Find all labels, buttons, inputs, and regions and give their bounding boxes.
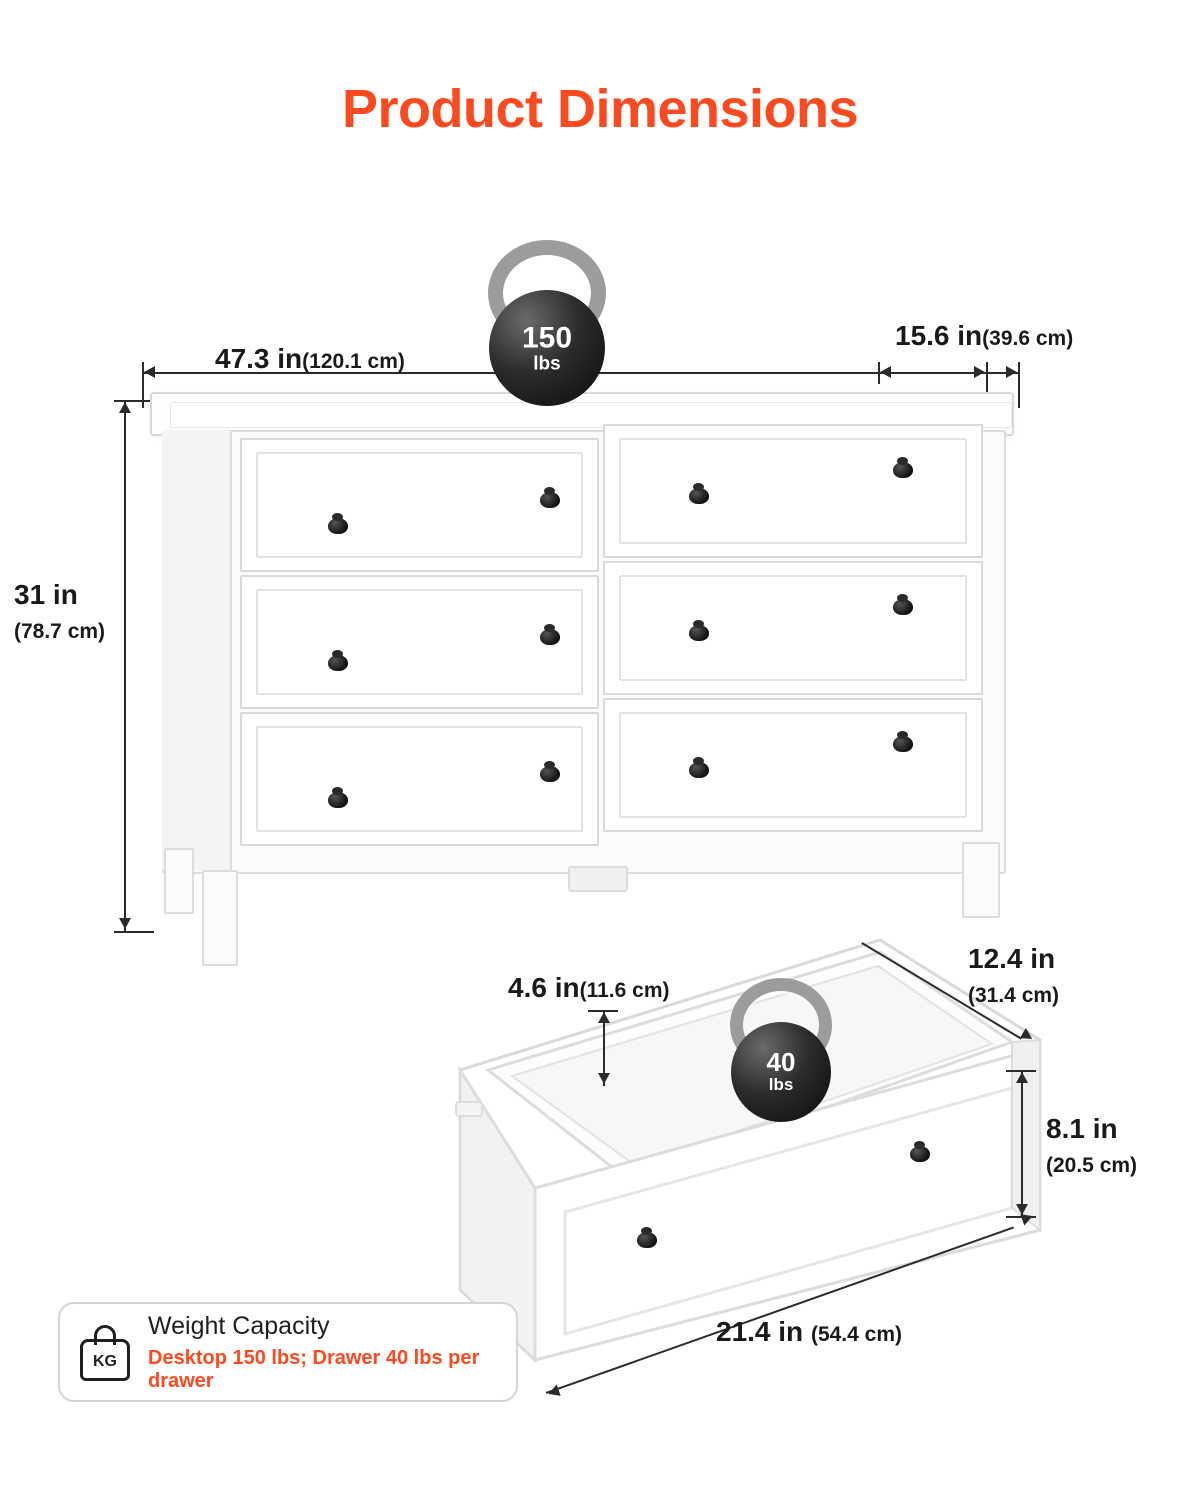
drawer-knob-icon[interactable] [689,625,709,641]
drawer-knob-icon[interactable] [893,736,913,752]
drawer-knob-icon[interactable] [328,518,348,534]
kg-icon-label: KG [93,1353,117,1370]
drawer-front-top-left[interactable] [240,438,599,572]
kettlebell-weight-label [731,1046,831,1095]
drawer-height-label [1046,1112,1137,1179]
drawer-knob-icon[interactable] [540,766,560,782]
page-title: Product Dimensions [341,79,859,139]
drawer-front-middle-left[interactable] [240,575,599,709]
drawer-panel-inset [619,712,967,818]
drawer-front-top-right[interactable] [603,424,983,558]
drawer-panel-inset [256,452,583,558]
dresser-height-metric: (78.7 cm) [14,619,106,643]
kettlebell-ball [489,290,605,406]
weight-capacity-title: Weight Capacity [148,1311,330,1340]
dresser-height-arrow-down [119,918,131,929]
kettlebell-40-illustration [726,978,836,1123]
drawer-panel-inset [256,726,583,832]
dresser-width-imperial: 47.3 in [215,343,303,374]
dresser-depth-imperial: 15.6 in [895,320,983,351]
drawer-knob-icon[interactable] [637,1232,657,1248]
drawer-width-metric: (54.4 cm) [810,1323,902,1346]
drawer-width-imperial: 21.4 in [716,1316,804,1347]
dresser-center-foot [568,866,628,892]
drawer-interior-height-metric: (11.6 cm) [579,979,670,1002]
drawer-knob-icon[interactable] [893,462,913,478]
drawer-depth-imperial: 12.4 in [968,943,1056,974]
kg-weight-icon [78,1323,132,1381]
dresser-height-line [124,400,126,932]
drawer-height-arrow-up [1016,1072,1028,1083]
dresser-depth-metric: (39.6 cm) [982,327,1074,350]
drawer-height-imperial: 8.1 in [1046,1113,1118,1144]
drawer-panel-inset [619,438,967,544]
drawer-height-metric: (20.5 cm) [1046,1153,1138,1177]
dresser-illustration [140,372,1020,982]
drawer-knob-icon[interactable] [328,655,348,671]
drawer-depth-metric: (31.4 cm) [968,983,1060,1007]
dresser-height-arrow-up [119,402,131,413]
drawer-width-label [716,1316,902,1348]
kettlebell-weight-value: 150 [521,321,573,355]
drawer-height-line [1021,1070,1023,1218]
drawer-interior-height-arrow-up [598,1012,610,1023]
kettlebell-weight-value: 40 [766,1046,796,1077]
dresser-left-side-panel [162,430,232,870]
drawer-front-middle-right[interactable] [603,561,983,695]
kettlebell-150-illustration [482,240,612,400]
kettlebell-weight-label [489,322,605,373]
kettlebell-weight-unit: lbs [533,352,561,374]
dresser-width-metric: (120.1 cm) [302,350,405,373]
dresser-width-label [215,343,405,375]
dresser-height-label [0,578,124,645]
drawer-knob-icon[interactable] [689,488,709,504]
drawer-interior-height-imperial: 4.6 in [508,972,580,1003]
kettlebell-weight-unit: lbs [768,1075,794,1095]
dresser-depth-label [895,320,1073,352]
drawer-knob-icon[interactable] [689,762,709,778]
kettlebell-ball [731,1022,831,1122]
drawer-interior-height-label [508,972,669,1004]
dresser-leg-back-left [164,848,194,914]
weight-capacity-detail: Desktop 150 lbs; Drawer 40 lbs per drawer [148,1346,480,1392]
drawer-interior-height-arrow-down [598,1073,610,1084]
weight-capacity-badge [58,1302,518,1402]
drawer-depth-label [968,942,1059,1009]
drawer-knob-icon[interactable] [893,599,913,615]
dresser-leg-front-left [202,870,238,966]
drawer-panel-inset [619,575,967,681]
drawer-panel-inset [256,589,583,695]
drawer-knob-icon[interactable] [540,629,560,645]
drawer-knob-icon[interactable] [540,492,560,508]
drawer-front-bottom-left[interactable] [240,712,599,846]
dresser-height-imperial: 31 in [14,579,78,610]
drawer-front-bottom-right[interactable] [603,698,983,832]
dresser-leg-right [962,842,1000,918]
drawer-knob-icon[interactable] [328,792,348,808]
drawer-knob-icon[interactable] [910,1146,930,1162]
weight-capacity-text [148,1312,498,1393]
